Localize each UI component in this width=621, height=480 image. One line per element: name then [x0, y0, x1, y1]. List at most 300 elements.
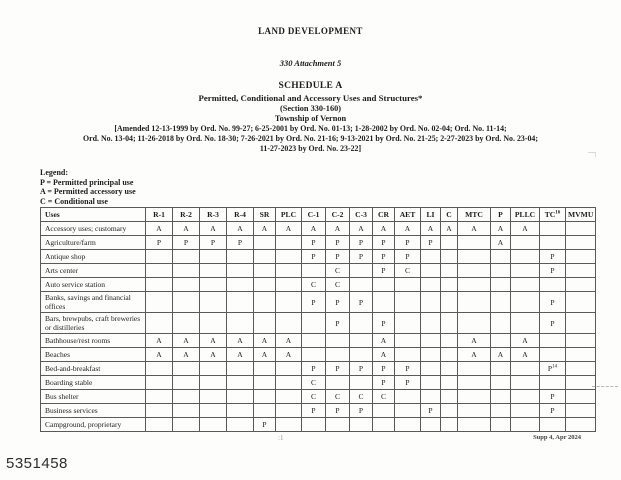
use-cell: [511, 404, 540, 418]
use-cell: [276, 362, 302, 376]
use-cell: [491, 313, 511, 334]
use-cell: [566, 313, 596, 334]
use-cell: [511, 264, 540, 278]
legend-item-p: P = Permitted principal use: [40, 177, 134, 187]
use-cell: A: [458, 222, 491, 236]
use-cell: [200, 362, 227, 376]
schedule-title: SCHEDULE A: [278, 81, 343, 91]
use-cell: [227, 264, 254, 278]
amendment-history: [0, 124, 621, 154]
use-cell: A: [227, 222, 254, 236]
use-cell: A: [511, 334, 540, 348]
use-cell: [200, 313, 227, 334]
use-cell: C: [350, 390, 373, 404]
column-header: R-2: [173, 208, 200, 222]
use-cell: [491, 362, 511, 376]
use-name: Business services: [41, 404, 146, 418]
legend-title: Legend:: [40, 168, 68, 177]
use-cell: A: [511, 348, 540, 362]
use-cell: C: [302, 278, 326, 292]
use-cell: [350, 376, 373, 390]
table-row: [41, 250, 596, 264]
table-row: [41, 348, 596, 362]
use-cell: [395, 404, 421, 418]
use-cell: P: [350, 236, 373, 250]
use-cell: [458, 404, 491, 418]
use-cell: P: [421, 236, 441, 250]
use-cell: P: [302, 404, 326, 418]
use-cell: A: [421, 222, 441, 236]
use-cell: [511, 362, 540, 376]
use-cell: P: [395, 250, 421, 264]
use-cell: A: [276, 222, 302, 236]
column-header: R-4: [227, 208, 254, 222]
use-cell: P: [326, 292, 350, 313]
column-header: C: [441, 208, 458, 222]
use-name: Bus shelter: [41, 390, 146, 404]
column-header: C-3: [350, 208, 373, 222]
use-cell: P: [146, 236, 173, 250]
use-cell: [254, 362, 276, 376]
use-cell: [566, 404, 596, 418]
use-cell: [373, 418, 395, 432]
use-cell: P: [540, 313, 566, 334]
use-cell: A: [458, 348, 491, 362]
use-cell: [458, 236, 491, 250]
use-cell: A: [254, 222, 276, 236]
use-cell: [173, 376, 200, 390]
use-cell: [566, 390, 596, 404]
use-name: Bed-and-breakfast: [41, 362, 146, 376]
use-cell: A: [441, 222, 458, 236]
use-cell: [491, 278, 511, 292]
use-cell: [491, 376, 511, 390]
use-cell: [540, 418, 566, 432]
use-cell: [173, 264, 200, 278]
use-cell: [227, 313, 254, 334]
use-cell: [227, 390, 254, 404]
column-header: CR: [373, 208, 395, 222]
use-cell: [254, 278, 276, 292]
table-row: [41, 362, 596, 376]
use-cell: [441, 348, 458, 362]
use-cell: [421, 390, 441, 404]
use-cell: P: [200, 236, 227, 250]
use-cell: P: [373, 250, 395, 264]
use-cell: [566, 362, 596, 376]
use-cell: P: [350, 404, 373, 418]
use-cell: P: [540, 390, 566, 404]
use-cell: [146, 362, 173, 376]
use-cell: [326, 418, 350, 432]
use-cell: [254, 313, 276, 334]
use-cell: [146, 404, 173, 418]
use-cell: [421, 278, 441, 292]
use-cell: [441, 250, 458, 264]
use-cell: [441, 334, 458, 348]
use-cell: [511, 418, 540, 432]
column-header: C-1: [302, 208, 326, 222]
use-cell: [200, 250, 227, 264]
amendment-line-1: [Amended 12-13-1999 by Ord. No. 99-27; 6-25-2001 by Ord. No. 01-13; 1-28-2002 by Ord. No. 02-04; Ord. No. 11-14;: [114, 124, 507, 133]
column-header: SR: [254, 208, 276, 222]
use-cell: P: [326, 313, 350, 334]
use-cell: A: [254, 348, 276, 362]
use-cell: [302, 334, 326, 348]
use-cell: [373, 404, 395, 418]
use-cell: [421, 264, 441, 278]
amendment-line-2: Ord. No. 13-04; 11-26-2018 by Ord. No. 18-30; 7-26-2021 by Ord. No. 21-16; 9-13-2021 by Ord. No. 21-25; 2-27-2023 by Ord. No. 23-04;: [82, 134, 538, 143]
use-cell: A: [254, 334, 276, 348]
use-cell: [173, 362, 200, 376]
use-cell: [146, 278, 173, 292]
schedule-subtitle: Permitted, Conditional and Accessory Uses and Structures*: [198, 93, 423, 103]
column-header: R-3: [200, 208, 227, 222]
use-cell: [458, 418, 491, 432]
document-stamp-number: 5351458: [6, 455, 68, 472]
scan-artifact-dash: [592, 386, 618, 387]
use-cell: [173, 404, 200, 418]
use-cell: [276, 292, 302, 313]
use-cell: [491, 292, 511, 313]
use-cell: [421, 313, 441, 334]
use-cell: C: [373, 390, 395, 404]
use-cell: [421, 348, 441, 362]
use-cell: [421, 376, 441, 390]
use-cell: P: [395, 236, 421, 250]
use-cell: A: [302, 222, 326, 236]
use-cell: A: [173, 222, 200, 236]
use-cell: [458, 376, 491, 390]
use-cell: [276, 418, 302, 432]
use-cell: [227, 376, 254, 390]
legend: [40, 168, 136, 206]
use-cell: P: [326, 236, 350, 250]
use-cell: [146, 390, 173, 404]
use-cell: [276, 278, 302, 292]
use-cell: [491, 264, 511, 278]
use-cell: A: [200, 222, 227, 236]
use-cell: [254, 292, 276, 313]
use-cell: P: [302, 236, 326, 250]
section-reference: (Section 330-160): [279, 104, 342, 113]
supplement-date: Supp 4, Apr 2024: [533, 434, 581, 441]
use-cell: [395, 313, 421, 334]
use-cell: P: [373, 362, 395, 376]
use-cell: A: [227, 348, 254, 362]
use-name: Auto service station: [41, 278, 146, 292]
use-cell: [421, 292, 441, 313]
use-cell: [254, 404, 276, 418]
use-cell: [200, 278, 227, 292]
column-header: LI: [421, 208, 441, 222]
use-cell: A: [173, 334, 200, 348]
use-cell: [326, 376, 350, 390]
column-header: R-1: [146, 208, 173, 222]
use-cell: A: [491, 236, 511, 250]
use-cell: [566, 292, 596, 313]
use-cell: [173, 250, 200, 264]
use-cell: [227, 278, 254, 292]
amendment-line-3: 11-27-2023 by Ord. No. 23-22]: [259, 144, 362, 153]
use-cell: [326, 348, 350, 362]
use-cell: [395, 390, 421, 404]
table-row: [41, 334, 596, 348]
use-cell: [540, 278, 566, 292]
use-cell: P: [302, 292, 326, 313]
use-cell: [511, 236, 540, 250]
use-cell: A: [373, 334, 395, 348]
use-cell: [276, 236, 302, 250]
table-row: [41, 390, 596, 404]
use-cell: A: [173, 348, 200, 362]
use-cell: A: [326, 222, 350, 236]
use-name: Arts center: [41, 264, 146, 278]
use-cell: C: [326, 264, 350, 278]
use-cell: C: [302, 376, 326, 390]
use-cell: [200, 292, 227, 313]
use-cell: [511, 376, 540, 390]
use-cell: [350, 418, 373, 432]
use-cell: P: [395, 362, 421, 376]
use-cell: [276, 376, 302, 390]
use-cell: [302, 418, 326, 432]
table-row: [41, 236, 596, 250]
use-cell: [373, 292, 395, 313]
use-cell: [173, 292, 200, 313]
column-header: Uses: [41, 208, 146, 222]
use-name: Bars, brewpubs, craft breweries or distilleries: [41, 313, 146, 334]
use-name: Campground, proprietary: [41, 418, 146, 432]
table-row: [41, 278, 596, 292]
use-cell: A: [373, 348, 395, 362]
use-cell: P: [302, 250, 326, 264]
use-cell: A: [146, 348, 173, 362]
use-name: Banks, savings and financial offices: [41, 292, 146, 313]
page-number: :1: [278, 434, 284, 442]
use-cell: [146, 313, 173, 334]
use-cell: P: [326, 250, 350, 264]
use-cell: [276, 264, 302, 278]
use-cell: C: [326, 390, 350, 404]
use-cell: [441, 418, 458, 432]
document-header-title: LAND DEVELOPMENT: [258, 26, 363, 36]
use-cell: P: [540, 250, 566, 264]
use-cell: [491, 418, 511, 432]
use-name: Antique shop: [41, 250, 146, 264]
column-header: MVMU: [566, 208, 596, 222]
use-cell: P: [395, 376, 421, 390]
use-cell: P: [350, 362, 373, 376]
use-cell: [350, 348, 373, 362]
use-cell: [511, 278, 540, 292]
use-cell: [441, 404, 458, 418]
table-row: [41, 313, 596, 334]
use-cell: [441, 278, 458, 292]
use-cell: [511, 390, 540, 404]
use-cell: [146, 250, 173, 264]
use-cell: P: [254, 418, 276, 432]
use-cell: [173, 278, 200, 292]
township-name: Township of Vernon: [274, 114, 347, 123]
table-row: [41, 376, 596, 390]
use-cell: [421, 418, 441, 432]
column-header: TC$^{16}$: [540, 208, 566, 222]
use-cell: [254, 376, 276, 390]
use-cell: [491, 334, 511, 348]
use-cell: [146, 264, 173, 278]
use-cell: [491, 250, 511, 264]
use-cell: [254, 264, 276, 278]
column-header: PLLC: [511, 208, 540, 222]
use-cell: P: [326, 362, 350, 376]
use-cell: [227, 250, 254, 264]
use-cell: [566, 264, 596, 278]
use-cell: [566, 376, 596, 390]
use-cell: [373, 278, 395, 292]
use-cell: A: [491, 348, 511, 362]
use-name: Agriculture/farm: [41, 236, 146, 250]
use-cell: [441, 313, 458, 334]
use-cell: [395, 278, 421, 292]
table-row: [41, 222, 596, 236]
use-cell: [540, 236, 566, 250]
use-cell: [200, 376, 227, 390]
use-cell: [540, 222, 566, 236]
use-cell: [540, 334, 566, 348]
use-cell: [276, 250, 302, 264]
use-cell: [350, 334, 373, 348]
use-name: Bathhouse/rest rooms: [41, 334, 146, 348]
use-cell: A: [491, 222, 511, 236]
use-cell: A: [350, 222, 373, 236]
use-cell: [227, 292, 254, 313]
use-cell: P: [373, 313, 395, 334]
use-cell: C: [302, 390, 326, 404]
use-cell: [458, 313, 491, 334]
scan-artifact-mark: [588, 152, 596, 157]
use-cell: [441, 390, 458, 404]
use-cell: [511, 292, 540, 313]
use-cell: P: [350, 250, 373, 264]
use-cell: [566, 222, 596, 236]
use-cell: P: [373, 376, 395, 390]
use-cell: P: [373, 264, 395, 278]
legend-item-c: C = Conditional use: [40, 196, 108, 206]
use-cell: [458, 278, 491, 292]
use-cell: [441, 362, 458, 376]
use-cell: [566, 278, 596, 292]
use-cell: [458, 264, 491, 278]
use-name: Boarding stable: [41, 376, 146, 390]
use-cell: [458, 362, 491, 376]
use-cell: [491, 390, 511, 404]
use-cell: [395, 348, 421, 362]
attachment-number: 330 Attachment 5: [279, 58, 342, 68]
use-cell: [395, 334, 421, 348]
use-cell: [200, 264, 227, 278]
use-cell: [302, 313, 326, 334]
use-cell: [441, 264, 458, 278]
column-header: P: [491, 208, 511, 222]
table-row: [41, 264, 596, 278]
use-cell: [200, 404, 227, 418]
use-cell: A: [200, 348, 227, 362]
use-cell: P: [540, 404, 566, 418]
use-cell: [421, 362, 441, 376]
use-cell: [441, 376, 458, 390]
use-cell: [350, 264, 373, 278]
use-cell: P: [302, 362, 326, 376]
use-cell: A: [200, 334, 227, 348]
table-row: [41, 404, 596, 418]
use-cell: [326, 334, 350, 348]
use-cell: [540, 348, 566, 362]
use-cell: [200, 418, 227, 432]
column-header: MTC: [458, 208, 491, 222]
use-name: Beaches: [41, 348, 146, 362]
use-cell: [173, 390, 200, 404]
use-cell: [146, 418, 173, 432]
use-cell: [458, 292, 491, 313]
use-cell: [421, 250, 441, 264]
use-cell: [511, 313, 540, 334]
use-cell: [540, 376, 566, 390]
use-cell: [302, 264, 326, 278]
use-name: Accessory uses; customary: [41, 222, 146, 236]
use-cell: A: [146, 222, 173, 236]
use-cell: [566, 334, 596, 348]
use-cell: [254, 390, 276, 404]
use-cell: [458, 250, 491, 264]
use-cell: [146, 292, 173, 313]
table-row: [41, 292, 596, 313]
uses-table: [40, 207, 596, 432]
use-cell: C: [326, 278, 350, 292]
use-cell: [200, 390, 227, 404]
use-cell: [276, 313, 302, 334]
use-cell: P: [421, 404, 441, 418]
use-cell: [566, 348, 596, 362]
use-cell: A: [146, 334, 173, 348]
use-cell: [566, 236, 596, 250]
column-header: PLC: [276, 208, 302, 222]
use-cell: A: [276, 348, 302, 362]
use-cell: P: [173, 236, 200, 250]
column-header: C-2: [326, 208, 350, 222]
use-cell: [173, 313, 200, 334]
use-cell: [227, 418, 254, 432]
use-cell: C: [395, 264, 421, 278]
use-cell: A: [458, 334, 491, 348]
use-cell: [566, 250, 596, 264]
use-cell: [350, 278, 373, 292]
use-cell: P: [350, 292, 373, 313]
use-cell: [441, 236, 458, 250]
use-cell: [146, 376, 173, 390]
table-row: [41, 418, 596, 432]
use-cell: P: [540, 264, 566, 278]
use-cell: [227, 404, 254, 418]
use-cell: A: [395, 222, 421, 236]
use-cell: [441, 292, 458, 313]
use-cell: [395, 292, 421, 313]
use-cell: A: [227, 334, 254, 348]
use-cell: P: [227, 236, 254, 250]
use-cell: A: [373, 222, 395, 236]
use-cell: P: [326, 404, 350, 418]
use-cell: [350, 313, 373, 334]
